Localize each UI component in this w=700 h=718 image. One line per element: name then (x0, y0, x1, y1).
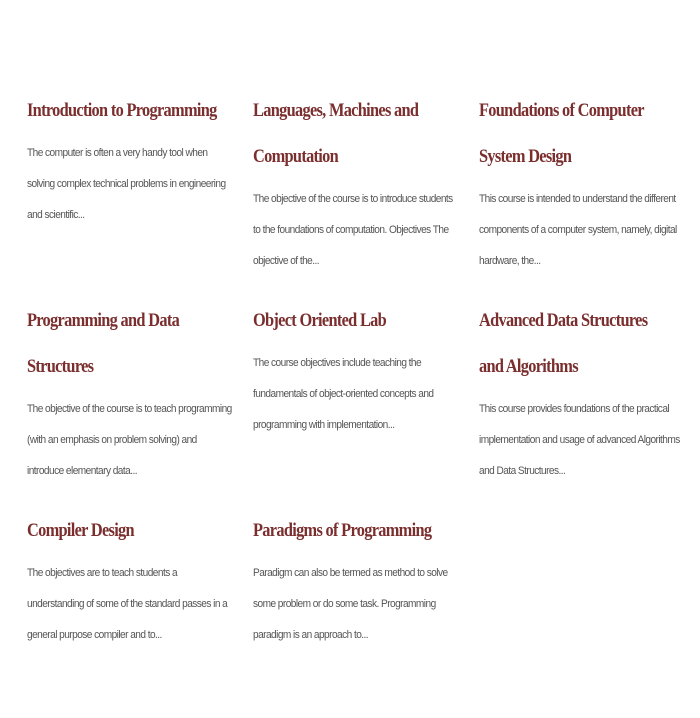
course-card[interactable] (253, 508, 479, 718)
course-title-link[interactable]: Introduction to Programming (27, 100, 217, 121)
course-description: This course is intended to understand the different components of a computer system, namely, digital hardware, the... (479, 193, 677, 267)
course-description: This course provides foundations of the practical implementation and usage of advanced Algorithms and Data Structures... (479, 403, 680, 477)
course-card[interactable] (27, 508, 253, 718)
course-title-link[interactable]: Programming and Data Structures (27, 310, 180, 377)
course-title-link[interactable]: Object Oriented Lab (253, 310, 387, 331)
course-title-link[interactable]: Compiler Design (27, 520, 134, 541)
course-description: Paradigm can also be termed as method to solve some problem or do some task. Programming paradigm is an approach to... (253, 567, 448, 641)
course-title-link[interactable]: Languages, Machines and Computation (253, 100, 419, 167)
course-grid (27, 88, 697, 718)
course-title-link[interactable]: Paradigms of Programming (253, 520, 432, 541)
course-card[interactable] (253, 88, 479, 298)
course-card[interactable] (479, 88, 697, 298)
course-card[interactable] (27, 298, 253, 508)
course-description: The objectives are to teach students a understanding of some of the standard passes in a general purpose compiler and to... (27, 567, 228, 641)
course-title-link[interactable]: Advanced Data Structures and Algorithms (479, 310, 648, 377)
course-title-link[interactable]: Foundations of Computer System Design (479, 100, 644, 167)
course-description: The objective of the course is to teach programming (with an emphasis on problem solving) and introduce elementary data... (27, 403, 232, 477)
course-description: The objective of the course is to introduce students to the foundations of computation. Objectives The objective of the... (253, 193, 453, 267)
course-card[interactable] (253, 298, 479, 508)
course-description: The computer is often a very handy tool when solving complex technical problems in engineering and scientific... (27, 147, 226, 221)
course-description: The course objectives include teaching the fundamentals of object-oriented concepts and programming with implementation... (253, 357, 434, 431)
course-card[interactable] (479, 298, 697, 508)
course-card[interactable] (27, 88, 253, 298)
